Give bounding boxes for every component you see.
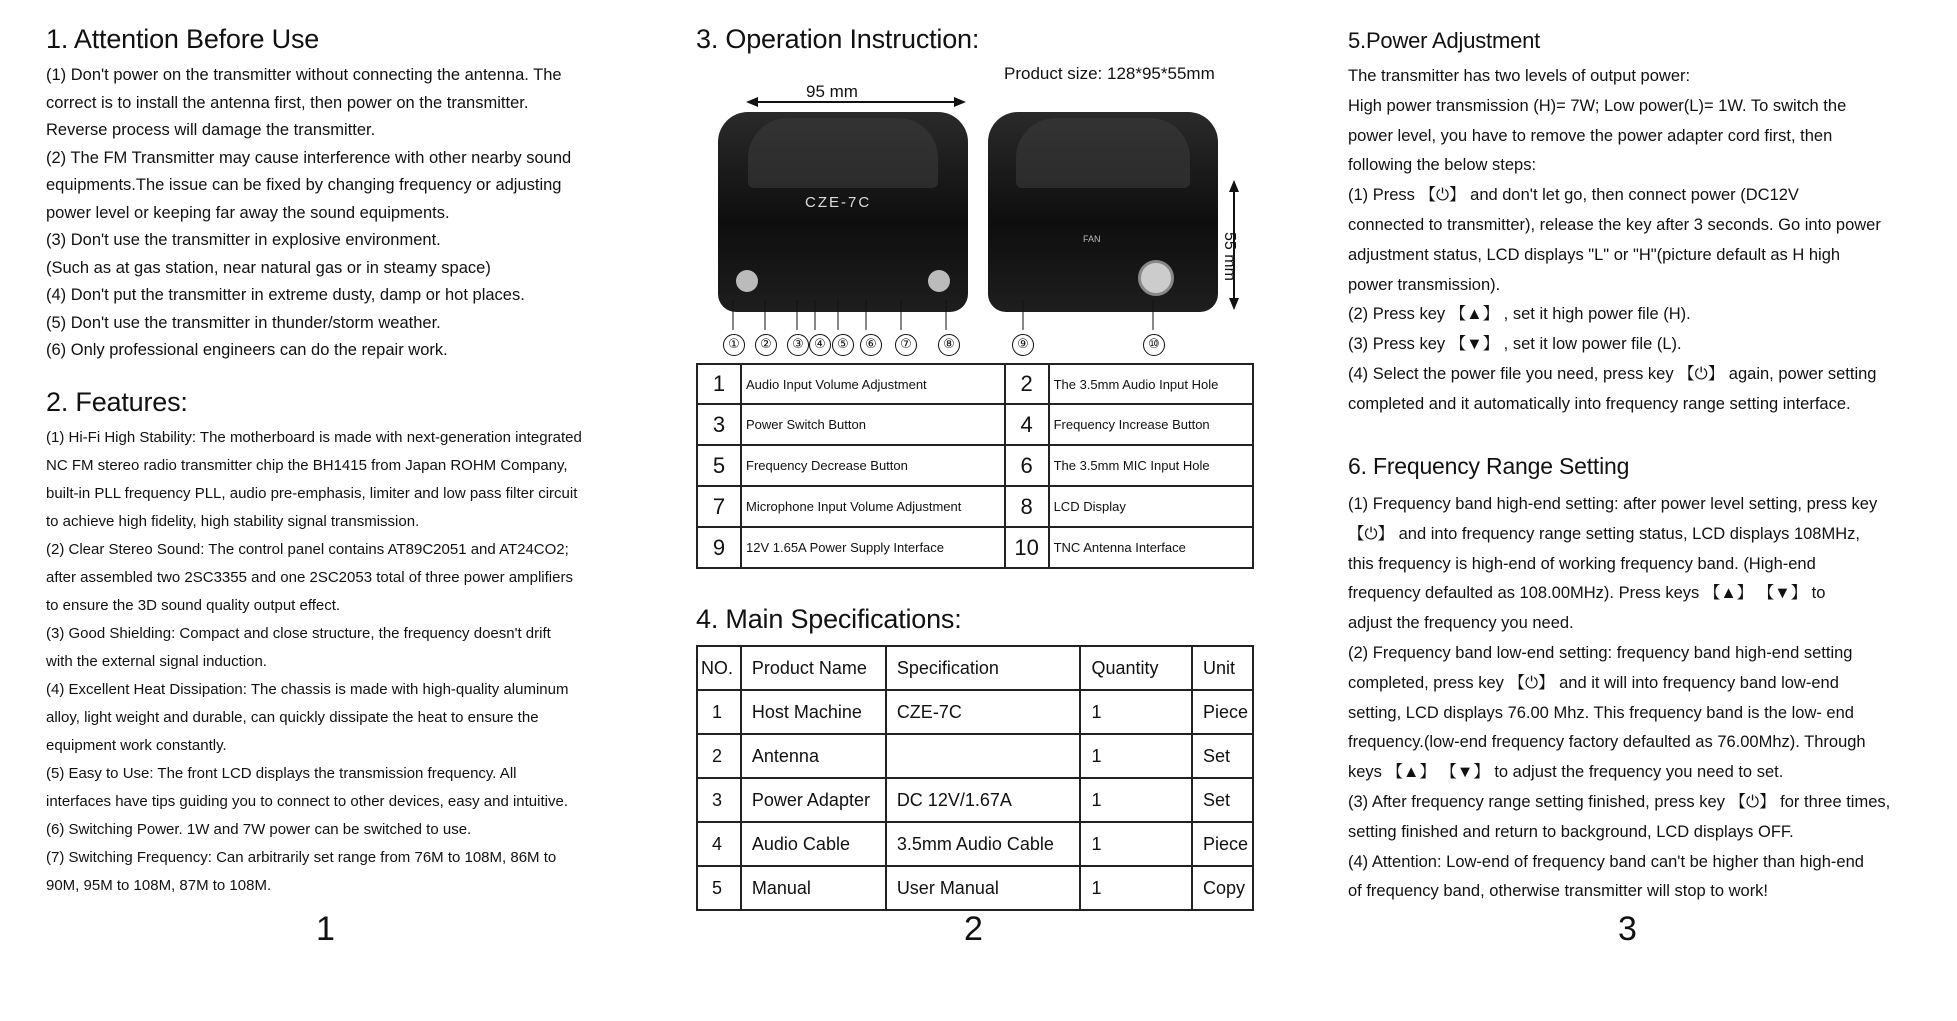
feature-line: to ensure the 3D sound quality output effect. (46, 597, 341, 614)
parts-row (697, 486, 1253, 527)
fan-label: FAN (1083, 234, 1101, 244)
part-label: Microphone Input Volume Adjustment (741, 486, 1005, 527)
callout-1: ① (723, 334, 745, 356)
spec-header: NO. (697, 646, 741, 690)
spec-row (697, 778, 1253, 822)
feature-line: 90M, 95M to 108M, 87M to 108M. (46, 877, 272, 894)
device-front-image (718, 112, 968, 312)
section-title-frequency-range: 6. Frequency Range Setting (1348, 453, 1630, 479)
attention-line: equipments.The issue can be fixed by changing frequency or adjusting (46, 176, 562, 194)
section-title-features: 2. Features: (46, 387, 188, 417)
frequency-line: of frequency band, otherwise transmitter will stop to work! (1348, 882, 1769, 901)
part-number: 10 (1005, 527, 1049, 568)
spec-cell: Piece (1192, 690, 1253, 734)
part-number: 8 (1005, 486, 1049, 527)
feature-line: equipment work constantly. (46, 737, 227, 754)
spec-cell: 1 (1080, 734, 1192, 778)
power-line: adjustment status, LCD displays "L" or "H"(picture default as H high (1348, 245, 1841, 264)
callout-4: ④ (809, 334, 831, 356)
attention-line: (3) Don't use the transmitter in explosive environment. (46, 231, 441, 249)
frequency-line: frequency.(low-end frequency factory defaulted as 76.00Mhz). Through (1348, 733, 1866, 752)
parts-row (697, 527, 1253, 568)
section-title-power-adjustment: 5.Power Adjustment (1348, 28, 1541, 53)
spec-cell: Set (1192, 778, 1253, 822)
mic-volume-knob (928, 270, 950, 292)
spec-cell (886, 734, 1081, 778)
spec-cell: Copy (1192, 866, 1253, 910)
frequency-line: adjust the frequency you need. (1348, 614, 1574, 633)
feature-line: (1) Hi-Fi High Stability: The motherboard is made with next-generation integrated (46, 429, 582, 446)
spec-header: Product Name (741, 646, 886, 690)
part-number: 2 (1005, 364, 1049, 404)
power-line: (1) Press 【⏻】 and don't let go, then connect power (DC12V (1348, 186, 1799, 205)
page-number: 1 (316, 910, 335, 948)
page-number: 2 (964, 910, 983, 948)
spec-cell: Antenna (741, 734, 886, 778)
antenna-connector (1138, 260, 1174, 296)
feature-line: (5) Easy to Use: The front LCD displays the transmission frequency. All (46, 765, 517, 782)
frequency-line: (3) After frequency range setting finished, press key 【⏻】 for three times, (1348, 792, 1891, 811)
attention-line: (6) Only professional engineers can do the repair work. (46, 341, 448, 359)
parts-row (697, 404, 1253, 445)
page-1 (46, 0, 646, 1021)
feature-line: (4) Excellent Heat Dissipation: The chassis is made with high-quality aluminum (46, 681, 569, 698)
spec-row (697, 822, 1253, 866)
power-line: The transmitter has two levels of output power: (1348, 67, 1691, 85)
part-label: 12V 1.65A Power Supply Interface (741, 527, 1005, 568)
part-label: Frequency Decrease Button (741, 445, 1005, 486)
power-line: following the below steps: (1348, 156, 1537, 175)
feature-line: built-in PLL frequency PLL, audio pre-emphasis, limiter and low pass filter circuit (46, 485, 578, 502)
spec-cell: 1 (697, 690, 741, 734)
attention-line: power level or keeping far away the sound equipments. (46, 203, 450, 222)
part-label: Power Switch Button (741, 404, 1005, 445)
spec-cell: 3 (697, 778, 741, 822)
part-number: 5 (697, 445, 741, 486)
section-title-specifications: 4. Main Specifications: (696, 604, 962, 634)
attention-line: (1) Don't power on the transmitter without connecting the antenna. The (46, 66, 562, 84)
spec-cell: 1 (1080, 778, 1192, 822)
feature-line: (6) Switching Power. 1W and 7W power can be switched to use. (46, 821, 472, 838)
spec-cell: Piece (1192, 822, 1253, 866)
height-dimension-label: 55 mm (1221, 232, 1238, 281)
part-label: TNC Antenna Interface (1049, 527, 1253, 568)
frequency-line: (2) Frequency band low-end setting: frequency band high-end setting (1348, 643, 1853, 662)
power-line: power transmission). (1348, 275, 1501, 294)
callout-2: ② (755, 334, 777, 356)
attention-line: Reverse process will damage the transmitter. (46, 121, 376, 139)
part-number: 6 (1005, 445, 1049, 486)
frequency-line: keys 【▲】 【▼】 to adjust the frequency you need to set. (1348, 763, 1784, 782)
front-callout-lines (718, 300, 968, 336)
frequency-range-list (1348, 490, 1890, 907)
frequency-line: frequency defaulted as 108.00MHz). Press keys 【▲】 【▼】 to (1348, 584, 1826, 603)
part-label: The 3.5mm Audio Input Hole (1049, 364, 1253, 404)
part-label: Frequency Increase Button (1049, 404, 1253, 445)
spec-cell: 1 (1080, 690, 1192, 734)
product-size: Product size: 128*95*55mm (1004, 64, 1215, 83)
spec-row (697, 734, 1253, 778)
back-callout-lines (988, 300, 1218, 336)
spec-cell: Host Machine (741, 690, 886, 734)
part-number: 9 (697, 527, 741, 568)
feature-line: (3) Good Shielding: Compact and close structure, the frequency doesn't drift (46, 625, 551, 642)
frequency-line: (4) Attention: Low-end of frequency band can't be higher than high-end (1348, 852, 1864, 871)
frequency-line: setting finished and return to background, LCD displays OFF. (1348, 822, 1794, 841)
part-number: 4 (1005, 404, 1049, 445)
part-label: Audio Input Volume Adjustment (741, 364, 1005, 404)
feature-line: (7) Switching Frequency: Can arbitrarily set range from 76M to 108M, 86M to (46, 849, 557, 866)
power-line: (3) Press key 【▼】 , set it low power file (L). (1348, 335, 1682, 354)
feature-line: (2) Clear Stereo Sound: The control panel contains AT89C2051 and AT24CO2; (46, 541, 569, 558)
width-dimension-label: 95 mm (806, 82, 858, 101)
feature-line: interfaces have tips guiding you to connect to other devices, easy and intuitive. (46, 793, 568, 810)
frequency-line: setting, LCD displays 76.00 Mhz. This frequency band is the low- end (1348, 703, 1854, 722)
spec-cell: Power Adapter (741, 778, 886, 822)
power-line: connected to transmitter), release the key after 3 seconds. Go into power (1348, 215, 1881, 234)
section-title-attention: 1. Attention Before Use (46, 24, 320, 54)
part-number: 1 (697, 364, 741, 404)
spec-cell: Manual (741, 866, 886, 910)
section-title-operation: 3. Operation Instruction: (696, 24, 980, 54)
attention-line: (5) Don't use the transmitter in thunder/storm weather. (46, 313, 441, 332)
specifications-table (696, 645, 1254, 911)
parts-table (696, 363, 1254, 569)
frequency-line: (1) Frequency band high-end setting: after power level setting, press key (1348, 495, 1878, 513)
part-number: 7 (697, 486, 741, 527)
frequency-line: this frequency is high-end of working frequency band. (High-end (1348, 554, 1816, 573)
part-label: LCD Display (1049, 486, 1253, 527)
power-line: (2) Press key 【▲】 , set it high power file (H). (1348, 305, 1691, 324)
part-label: The 3.5mm MIC Input Hole (1049, 445, 1253, 486)
power-line: (4) Select the power file you need, press key 【⏻】 again, power setting (1348, 364, 1877, 383)
attention-line: (4) Don't put the transmitter in extreme dusty, damp or hot places. (46, 286, 525, 304)
device-model-label: CZE-7C (805, 194, 872, 211)
spec-cell: Audio Cable (741, 822, 886, 866)
callout-9: ⑨ (1012, 334, 1034, 356)
feature-line: after assembled two 2SC3355 and one 2SC2053 total of three power amplifiers (46, 569, 573, 586)
spec-cell: User Manual (886, 866, 1081, 910)
spec-header: Quantity (1080, 646, 1192, 690)
spec-row (697, 866, 1253, 910)
spec-header: Unit (1192, 646, 1253, 690)
attention-line: (Such as at gas station, near natural gas or in steamy space) (46, 258, 491, 277)
callout-5: ⑤ (832, 334, 854, 356)
page-3 (1348, 0, 1948, 1021)
feature-line: NC FM stereo radio transmitter chip the BH1415 from Japan ROHM Company, (46, 457, 568, 474)
spec-header-row (697, 646, 1253, 690)
power-line: completed and it automatically into frequency range setting interface. (1348, 394, 1851, 413)
attention-line: correct is to install the antenna first, then power on the transmitter. (46, 93, 529, 112)
features-list (46, 424, 582, 900)
device-back-image (988, 112, 1218, 312)
callout-6: ⑥ (860, 334, 882, 356)
spec-cell: 3.5mm Audio Cable (886, 822, 1081, 866)
frequency-line: 【⏻】 and into frequency range setting status, LCD displays 108MHz, (1348, 524, 1860, 543)
part-number: 3 (697, 404, 741, 445)
callout-3: ③ (787, 334, 809, 356)
attention-line: (2) The FM Transmitter may cause interference with other nearby sound (46, 148, 572, 167)
spec-cell: CZE-7C (886, 690, 1081, 734)
spec-cell: Set (1192, 734, 1253, 778)
parts-row (697, 364, 1253, 404)
spec-cell: 2 (697, 734, 741, 778)
power-line: High power transmission (H)= 7W; Low power(L)= 1W. To switch the (1348, 96, 1847, 115)
attention-list (46, 62, 571, 365)
power-adjustment-list (1348, 62, 1881, 420)
spec-cell: 1 (1080, 822, 1192, 866)
parts-row (697, 445, 1253, 486)
callout-10: ⑩ (1143, 334, 1165, 356)
feature-line: alloy, light weight and durable, can quickly dissipate the heat to ensure the (46, 709, 539, 726)
page-2 (696, 0, 1266, 1021)
spec-row (697, 690, 1253, 734)
feature-line: to achieve high fidelity, high stability signal transmission. (46, 513, 420, 530)
spec-cell: 5 (697, 866, 741, 910)
frequency-line: completed, press key 【⏻】 and it will into frequency band low-end (1348, 673, 1839, 692)
spec-cell: 1 (1080, 866, 1192, 910)
spec-header: Specification (886, 646, 1081, 690)
callout-7: ⑦ (895, 334, 917, 356)
power-line: power level, you have to remove the power adapter cord first, then (1348, 126, 1833, 145)
spec-cell: 4 (697, 822, 741, 866)
width-dimension-arrow (746, 94, 966, 110)
callout-8: ⑧ (938, 334, 960, 356)
spec-cell: DC 12V/1.67A (886, 778, 1081, 822)
audio-volume-knob (736, 270, 758, 292)
feature-line: with the external signal induction. (46, 653, 267, 670)
page-number: 3 (1618, 910, 1637, 948)
